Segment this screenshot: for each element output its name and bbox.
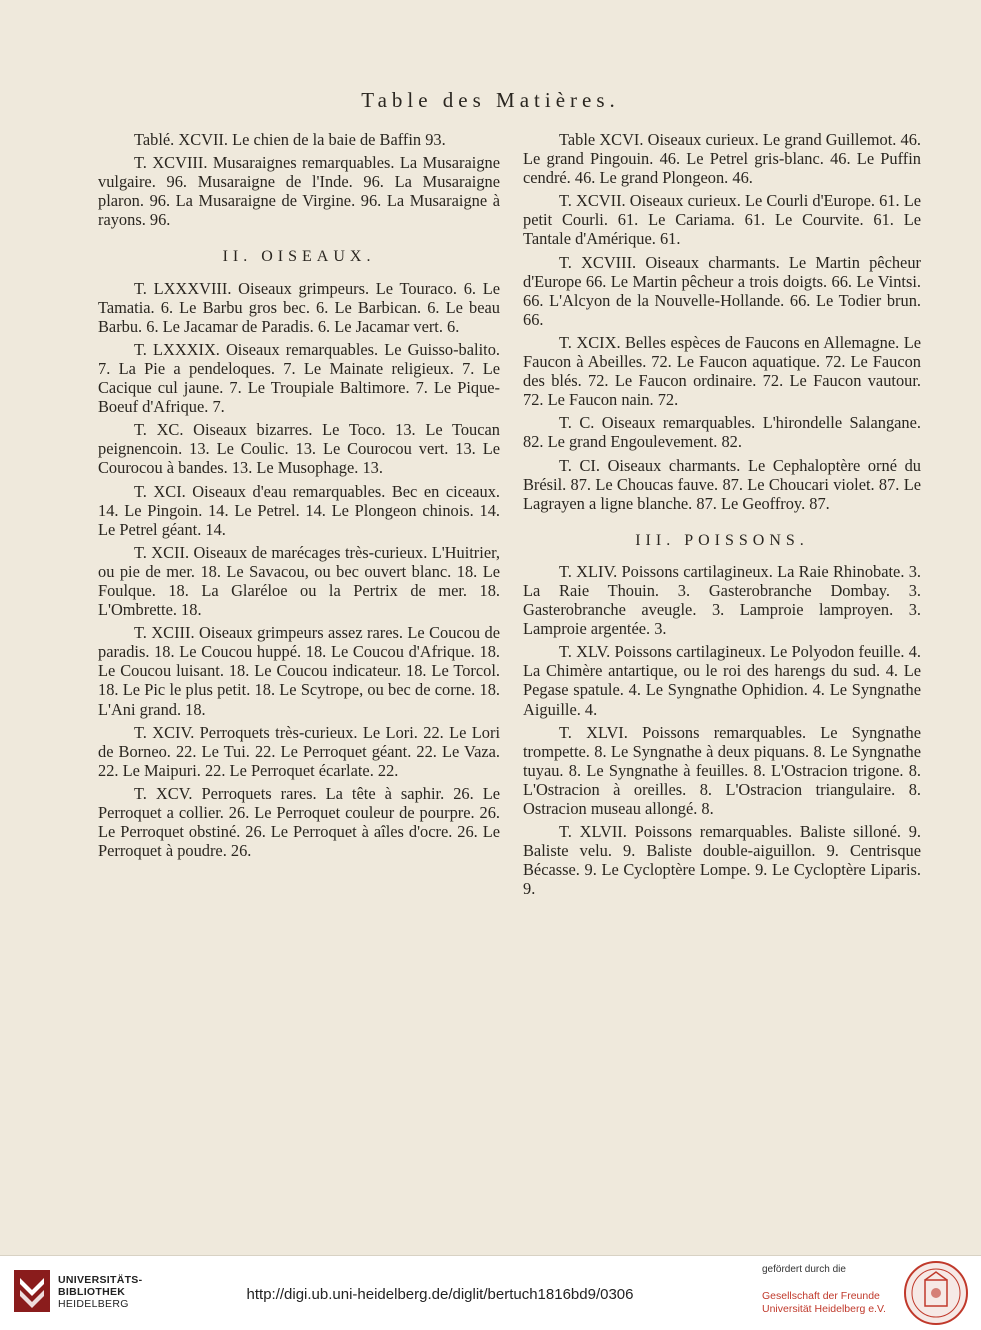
- footer-bar: [0, 1255, 981, 1330]
- index-entry: T. XCI. Oiseaux d'eau remarquables. Bec en ciceaux. 14. Le Pingoin. 14. Le Petrel. 14. Le Plongeon chinois. 14. Le Petrel géant. 14.: [98, 481, 500, 539]
- library-name-line: BIBLIOTHEK: [58, 1286, 126, 1298]
- library-name[interactable]: [58, 1274, 142, 1310]
- left-column: [98, 130, 500, 861]
- index-entry: T. XC. Oiseaux bizarres. Le Toco. 13. Le Toucan peignencoin. 13. Le Coulic. 13. Le Courocou vert. 13. Le Courocou à bandes. 13. Le Musophage. 13.: [98, 420, 500, 478]
- society-name-line: Gesellschaft der Freunde: [762, 1290, 880, 1302]
- index-entry: T. XCIII. Oiseaux grimpeurs assez rares. Le Coucou de paradis. 18. Le Coucou huppé. 18. Le Coucou d'Afrique. 18. Le Coucou luisant. 18. Le Coucou indicateur. 18. Le Torcol. 18. Le Pic le plus petit. 18. Le Scytrope, ou bec de corne. 18. L'Ani grand. 18.: [98, 623, 500, 719]
- index-entry: T. LXXXVIII. Oiseaux grimpeurs. Le Touraco. 6. Le Tamatia. 6. Le Barbu gros bec. 6. Le Barbican. 6. Le beau Barbu. 6. Le Jacamar de Paradis. 6. Le Jacamar vert. 6.: [98, 278, 500, 336]
- permalink-url[interactable]: http://digi.ub.uni-heidelberg.de/diglit/bertuch1816bd9/0306: [246, 1286, 634, 1303]
- funded-by-label: gefördert durch die: [762, 1264, 846, 1275]
- index-entry: T. XCVIII. Musaraignes remarquables. La Musaraigne vulgaire. 96. Musaraigne de l'Inde. 96. La Musaraigne plaron. 96. La Musaraigne de Virgine. 96. La Musaraigne à rayons. 96.: [98, 153, 500, 230]
- society-name[interactable]: [762, 1290, 886, 1316]
- index-entry: T. XCVII. Oiseaux curieux. Le Courli d'Europe. 61. Le petit Courli. 61. Le Cariama. 61. Le Courvite. 61. Le Tantale d'Amérique. 61.: [523, 191, 921, 249]
- index-entry: T. XLIV. Poissons cartilagineux. La Raie Rhinobate. 3. La Raie Thouin. 3. Gasterobranche Dombay. 3. Gasterobranche aveugle. 3. Lamproie lamproyen. 3. Lamproie argentée. 3.: [523, 561, 921, 639]
- index-entry: T. XLV. Poissons cartilagineux. Le Polyodon feuille. 4. La Chimère antartique, ou le roi des harengs du sud. 4. Le Pegase spatule. 4. Le Syngnathe Ophidion. 4. Le Syngnathe Aiguille. 4.: [523, 642, 921, 719]
- library-name-line: UNIVERSITÄTS-: [58, 1274, 143, 1286]
- right-column: [523, 130, 921, 899]
- index-entry: Tablé. XCVII. Le chien de la baie de Baffin 93.: [134, 130, 446, 149]
- society-name-line: Universität Heidelberg e.V.: [762, 1303, 886, 1315]
- index-entry: T. C. Oiseaux remarquables. L'hirondelle Salangane. 82. Le grand Engoulevement. 82.: [523, 413, 921, 452]
- index-entry: T. XCIX. Belles espèces de Faucons en Allemagne. Le Faucon à Abeilles. 72. Le Faucon aquatique. 72. Le Faucon des blés. 72. Le Faucon ordinaire. 72. Le Faucon vautour. 72. Le Faucon nain. 72.: [523, 332, 921, 410]
- section-heading: II. OISEAUX.: [222, 248, 376, 266]
- university-seal-icon[interactable]: [903, 1260, 969, 1326]
- index-entry: T. LXXXIX. Oiseaux remarquables. Le Guisso-balito. 7. La Pie a pendeloques. 7. Le Mainate religieux. 7. Le Cacique cul jaune. 7. Le Troupiale Baltimore. 7. Le Pique-Boeuf d'Afrique. 7.: [98, 339, 500, 417]
- ub-heidelberg-logo-icon[interactable]: [14, 1270, 50, 1312]
- page-title: Table des Matières.: [361, 88, 620, 112]
- index-entry: T. CI. Oiseaux charmants. Le Cephaloptère orné du Brésil. 87. Le Choucas fauve. 87. Le Choucari violet. 87. Le Lagrayen a ligne blanche. 87. Le Geoffroy. 87.: [523, 455, 921, 513]
- index-entry: T. XCVIII. Oiseaux charmants. Le Martin pêcheur d'Europe 66. Le Martin pêcheur a trois doigts. 66. Le Vintsi. 66. L'Alcyon de la Nouvelle-Hollande. 66. Le Todier brun. 66.: [523, 252, 921, 329]
- index-entry: T. XCV. Perroquets rares. La tête à saphir. 26. Le Perroquet a collier. 26. Le Perroquet couleur de pourpre. 26. Le Perroquet obstiné. 26. Le Perroquet à aîles d'ocre. 26. Le Perroquet à poudre. 26.: [98, 783, 500, 861]
- index-entry: Table XCVI. Oiseaux curieux. Le grand Guillemot. 46. Le grand Pingouin. 46. Le Petrel gris-blanc. 46. Le Puffin cendré. 46. Le grand Plongeon. 46.: [523, 130, 921, 188]
- index-entry: T. XCIV. Perroquets très-curieux. Le Lori. 22. Le Lori de Borneo. 22. Le Tui. 22. Le Perroquet géant. 22. Le Vaza. 22. Le Maipuri. 22. Le Perroquet écarlate. 22.: [98, 722, 500, 780]
- section-heading: III. POISSONS.: [635, 531, 809, 549]
- library-name-line: HEIDELBERG: [58, 1298, 129, 1310]
- index-entry: T. XLVII. Poissons remarquables. Baliste silloné. 9. Baliste velu. 9. Baliste double-aiguillon. 9. Centrisque Bécasse. 9. Le Cycloptère Lompe. 9. Le Cycloptère Liparis. 9.: [523, 822, 921, 899]
- index-entry: T. XLVI. Poissons remarquables. Le Syngnathe trompette. 8. Le Syngnathe à deux piquans. 8. Le Syngnathe tuyau. 8. Le Syngnathe à feuilles. 8. L'Ostracion trigone. 8. L'Ostracion à oreilles. 8. L'Ostracion triangulaire. 8. Ostracion museau allongé. 8.: [523, 722, 921, 818]
- index-entry: T. XCII. Oiseaux de marécages très-curieux. L'Huitrier, ou pie de mer. 18. Le Savacou, ou bec ouvert blanc. 18. Le Foulque. 18. La Glaréloe ou la Pertrix de mer. 18. L'Ombrette. 18.: [98, 542, 500, 620]
